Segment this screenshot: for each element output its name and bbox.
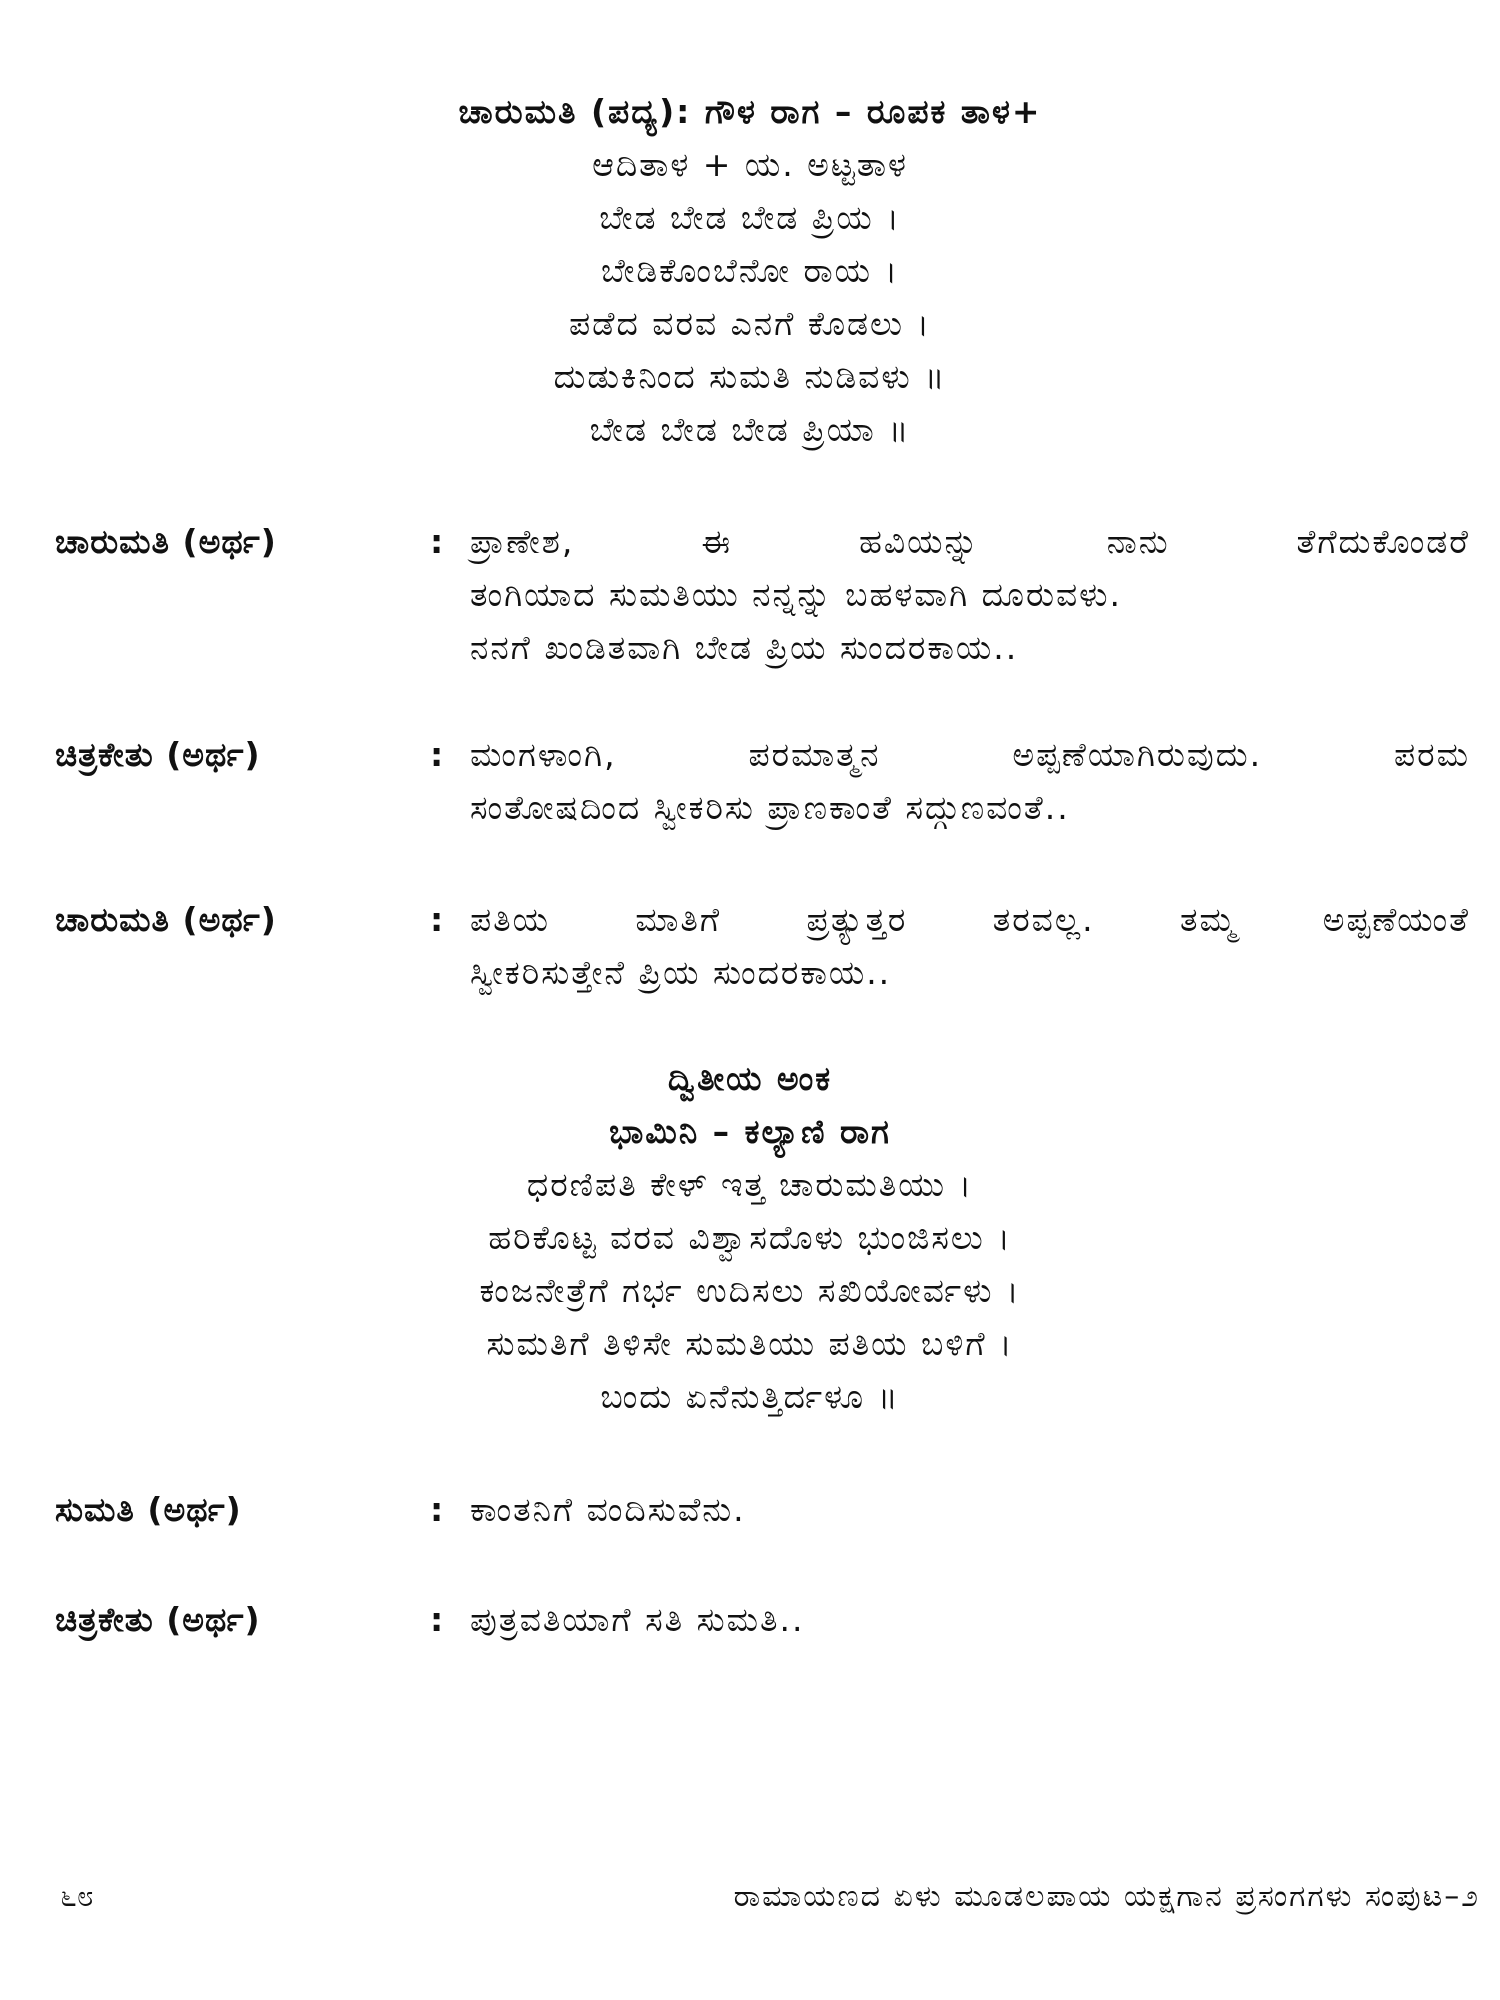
dialogue-block [55, 1593, 1475, 1648]
dialogue-line: ತಂಗಿಯಾದ ಸುಮತಿಯು ನನ್ನನ್ನು ಬಹಳವಾಗಿ ದೂರುವಳು. [470, 575, 1123, 614]
speaker-name: ಚಾರುಮತಿ (ಅರ್ಥ) [55, 522, 277, 561]
page-number: ೬೮ [60, 1879, 94, 1914]
dialogue-block [55, 1483, 1475, 1538]
speaker-name: ಚಿತ್ರಕೇತು (ಅರ್ಥ) [55, 1600, 261, 1639]
dialogue-text [470, 1593, 1470, 1646]
dialogue-line: ಸಂತೋಷದಿಂದ ಸ್ವೀಕರಿಸು ಪ್ರಾಣಕಾಂತೆ ಸದ್ಗುಣವಂತೆ.. [470, 788, 1070, 827]
dialogue-block [55, 728, 1475, 838]
dialogue-block [55, 893, 1475, 1003]
verse-line: ಕಂಜನೇತ್ರೆಗೆ ಗರ್ಭ ಉದಿಸಲು ಸಖಿಯೋರ್ವಳು । [479, 1271, 1021, 1310]
dialogue-line: ಪತಿಯ ಮಾತಿಗೆ ಪ್ರತ್ಯುತ್ತರ ತರವಲ್ಲ. ತಮ್ಮ ಅಪ್ಪಣೆಯಂತೆ [470, 900, 1470, 939]
verse-line: ಬೇಡ ಬೇಡ ಬೇಡ ಪ್ರಿಯಾ ॥ [589, 410, 911, 449]
verse-line: ಧರಣಿಪತಿ ಕೇಳ್ ಇತ್ತ ಚಾರುಮತಿಯು । [526, 1165, 974, 1204]
dialogue-line: ಸ್ವೀಕರಿಸುತ್ತೇನೆ ಪ್ರಿಯ ಸುಂದರಕಾಯ.. [470, 953, 892, 992]
dialogue-line: ಕಾಂತನಿಗೆ ವಂದಿಸುವೆನು. [470, 1490, 746, 1529]
dialogue-text [470, 893, 1470, 999]
act-title: ದ್ವಿತೀಯ ಅಂಕ [667, 1059, 833, 1098]
book-title: ರಾಮಾಯಣದ ಏಳು ಮೂಡಲಪಾಯ ಯಕ್ಷಗಾನ ಪ್ರಸಂಗಗಳು ಸಂಪುಟ–೨ [733, 1879, 1480, 1914]
dialogue-text [470, 728, 1470, 834]
speaker-name: ಸುಮತಿ (ಅರ್ಥ) [55, 1490, 242, 1529]
verse-line: ದುಡುಕಿನಿಂದ ಸುಮತಿ ನುಡಿವಳು ॥ [553, 357, 947, 396]
dialogue-line: ಪುತ್ರವತಿಯಾಗೆ ಸತಿ ಸುಮತಿ.. [470, 1600, 805, 1639]
speaker-colon: : [430, 1600, 444, 1639]
dialogue-line: ಮಂಗಳಾಂಗಿ, ಪರಮಾತ್ಮನ ಅಪ್ಪಣೆಯಾಗಿರುವುದು. ಪರಮ [470, 735, 1470, 774]
speaker-colon: : [430, 1490, 444, 1529]
verse-line: ಸುಮತಿಗೆ ತಿಳಿಸೇ ಸುಮತಿಯು ಪತಿಯ ಬಳಿಗೆ । [486, 1324, 1014, 1363]
verse-line: ಬೇಡ ಬೇಡ ಬೇಡ ಪ್ರಿಯ । [599, 198, 901, 237]
dialogue-text [470, 515, 1470, 674]
verse-line: ಬಂದು ಏನೆನುತ್ತಿರ್ದಳೂ ॥ [600, 1377, 900, 1416]
verse-heading: ಚಾರುಮತಿ (ಪದ್ಯ): ಗೌಳ ರಾಗ – ರೂಪಕ ತಾಳ+ [458, 92, 1042, 131]
verse-line: ಪಡೆದ ವರವ ಎನಗೆ ಕೊಡಲು । [569, 304, 931, 343]
verse-section-1 [0, 85, 1500, 456]
page-footer [60, 1872, 1480, 1922]
verse-section-2 [0, 1052, 1500, 1423]
speaker-colon: : [430, 522, 444, 561]
verse-line: ಬೇಡಿಕೊಂಬೆನೋ ರಾಯ । [600, 251, 900, 290]
speaker-name: ಚಿತ್ರಕೇತು (ಅರ್ಥ) [55, 735, 261, 774]
speaker-colon: : [430, 900, 444, 939]
speaker-name: ಚಾರುಮತಿ (ಅರ್ಥ) [55, 900, 277, 939]
speaker-colon: : [430, 735, 444, 774]
verse-heading: ಭಾಮಿನಿ – ಕಲ್ಯಾಣಿ ರಾಗ [609, 1112, 891, 1151]
verse-line: ಹರಿಕೊಟ್ಟ ವರವ ವಿಶ್ವಾಸದೊಳು ಭುಂಜಿಸಲು । [488, 1218, 1012, 1257]
dialogue-block [55, 515, 1475, 675]
dialogue-line: ನನಗೆ ಖಂಡಿತವಾಗಿ ಬೇಡ ಪ್ರಿಯ ಸುಂದರಕಾಯ.. [470, 628, 1019, 667]
dialogue-text [470, 1483, 1470, 1536]
verse-subheading: ಆದಿತಾಳ + ಯ. ಅಟ್ಟತಾಳ [592, 145, 908, 184]
dialogue-line: ಪ್ರಾಣೇಶ, ಈ ಹವಿಯನ್ನು ನಾನು ತೆಗೆದುಕೊಂಡರೆ [470, 522, 1470, 561]
